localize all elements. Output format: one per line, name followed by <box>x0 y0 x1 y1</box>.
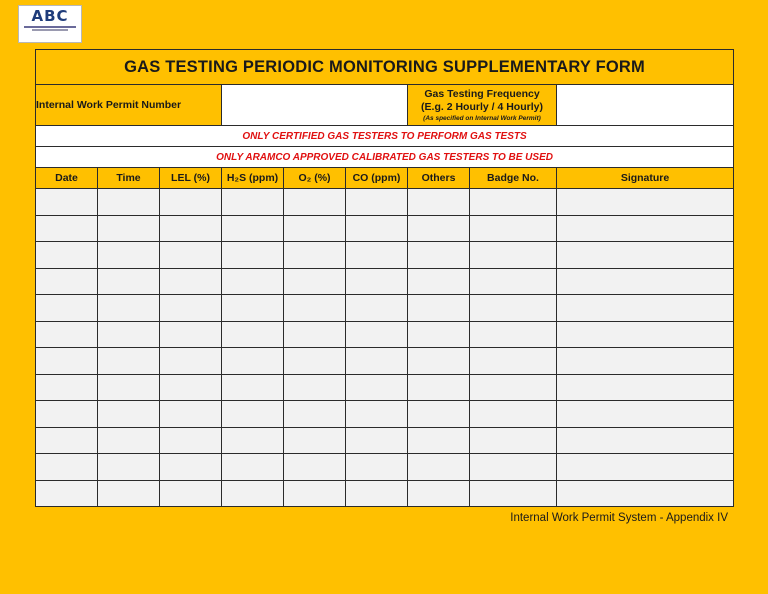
time-cell[interactable] <box>98 215 160 242</box>
date-cell[interactable] <box>36 401 98 428</box>
h2s-cell[interactable] <box>222 321 284 348</box>
column-header-h2s: H₂S (ppm) <box>222 168 284 189</box>
table-row <box>36 454 734 481</box>
o2-cell[interactable] <box>284 401 346 428</box>
table-row <box>36 189 734 216</box>
signature-cell[interactable] <box>557 480 734 507</box>
signature-cell[interactable] <box>557 454 734 481</box>
frequency-label-example: (E.g. 2 Hourly / 4 Hourly) <box>421 100 543 113</box>
others-cell[interactable] <box>408 321 470 348</box>
date-cell[interactable] <box>36 242 98 269</box>
co-cell[interactable] <box>346 374 408 401</box>
co-cell[interactable] <box>346 321 408 348</box>
date-cell[interactable] <box>36 480 98 507</box>
co-cell[interactable] <box>346 454 408 481</box>
o2-cell[interactable] <box>284 321 346 348</box>
h2s-cell[interactable] <box>222 268 284 295</box>
others-cell[interactable] <box>408 374 470 401</box>
frequency-label-title: Gas Testing Frequency <box>424 87 540 100</box>
table-row <box>36 480 734 507</box>
others-cell[interactable] <box>408 480 470 507</box>
footer-text: Internal Work Permit System - Appendix IV <box>510 512 728 524</box>
co-cell[interactable] <box>346 215 408 242</box>
date-cell[interactable] <box>36 189 98 216</box>
others-cell[interactable] <box>408 268 470 295</box>
table-row <box>36 268 734 295</box>
lel-cell[interactable] <box>160 374 222 401</box>
o2-cell[interactable] <box>284 374 346 401</box>
badge-no-cell[interactable] <box>470 321 557 348</box>
time-cell[interactable] <box>98 401 160 428</box>
lel-cell[interactable] <box>160 242 222 269</box>
frequency-label-note: (As specified on Internal Work Permit) <box>423 114 541 122</box>
date-cell[interactable] <box>36 268 98 295</box>
others-cell[interactable] <box>408 215 470 242</box>
date-cell[interactable] <box>36 348 98 375</box>
date-cell[interactable] <box>36 374 98 401</box>
others-cell[interactable] <box>408 348 470 375</box>
badge-no-cell[interactable] <box>470 189 557 216</box>
o2-cell[interactable] <box>284 454 346 481</box>
h2s-cell[interactable] <box>222 242 284 269</box>
others-cell[interactable] <box>408 295 470 322</box>
h2s-cell[interactable] <box>222 215 284 242</box>
gas-testing-form <box>35 49 734 507</box>
o2-cell[interactable] <box>284 215 346 242</box>
table-row <box>36 321 734 348</box>
time-cell[interactable] <box>98 295 160 322</box>
table-row <box>36 427 734 454</box>
time-cell[interactable] <box>98 348 160 375</box>
lel-cell[interactable] <box>160 401 222 428</box>
others-cell[interactable] <box>408 454 470 481</box>
co-cell[interactable] <box>346 295 408 322</box>
co-cell[interactable] <box>346 189 408 216</box>
badge-no-cell[interactable] <box>470 295 557 322</box>
h2s-cell[interactable] <box>222 401 284 428</box>
time-cell[interactable] <box>98 454 160 481</box>
signature-cell[interactable] <box>557 427 734 454</box>
badge-no-cell[interactable] <box>470 348 557 375</box>
lel-cell[interactable] <box>160 189 222 216</box>
co-cell[interactable] <box>346 427 408 454</box>
time-cell[interactable] <box>98 427 160 454</box>
signature-cell[interactable] <box>557 374 734 401</box>
logo-text: ABC <box>31 7 69 25</box>
o2-cell[interactable] <box>284 348 346 375</box>
column-header-o2: O₂ (%) <box>284 168 346 189</box>
date-cell[interactable] <box>36 321 98 348</box>
o2-cell[interactable] <box>284 268 346 295</box>
time-cell[interactable] <box>98 321 160 348</box>
date-cell[interactable] <box>36 295 98 322</box>
time-cell[interactable] <box>98 480 160 507</box>
co-cell[interactable] <box>346 242 408 269</box>
h2s-cell[interactable] <box>222 427 284 454</box>
signature-cell[interactable] <box>557 348 734 375</box>
lel-cell[interactable] <box>160 295 222 322</box>
signature-cell[interactable] <box>557 215 734 242</box>
h2s-cell[interactable] <box>222 480 284 507</box>
others-cell[interactable] <box>408 427 470 454</box>
o2-cell[interactable] <box>284 189 346 216</box>
lel-cell[interactable] <box>160 454 222 481</box>
o2-cell[interactable] <box>284 242 346 269</box>
lel-cell[interactable] <box>160 427 222 454</box>
o2-cell[interactable] <box>284 480 346 507</box>
co-cell[interactable] <box>346 268 408 295</box>
badge-no-cell[interactable] <box>470 215 557 242</box>
frequency-field[interactable] <box>557 85 734 126</box>
form-title: GAS TESTING PERIODIC MONITORING SUPPLEMENTARY FORM <box>36 50 734 85</box>
lel-cell[interactable] <box>160 321 222 348</box>
lel-cell[interactable] <box>160 480 222 507</box>
column-header-badge-no: Badge No. <box>470 168 557 189</box>
time-cell[interactable] <box>98 268 160 295</box>
column-header-signature: Signature <box>557 168 734 189</box>
approved-testers-notice: ONLY ARAMCO APPROVED CALIBRATED GAS TESTERS TO BE USED <box>36 147 734 168</box>
column-header-co: CO (ppm) <box>346 168 408 189</box>
h2s-cell[interactable] <box>222 348 284 375</box>
company-logo <box>18 5 82 43</box>
date-cell[interactable] <box>36 427 98 454</box>
table-row <box>36 348 734 375</box>
others-cell[interactable] <box>408 401 470 428</box>
signature-cell[interactable] <box>557 401 734 428</box>
signature-cell[interactable] <box>557 268 734 295</box>
column-header-time: Time <box>98 168 160 189</box>
badge-no-cell[interactable] <box>470 480 557 507</box>
logo-arabic-line <box>24 26 76 28</box>
signature-cell[interactable] <box>557 242 734 269</box>
h2s-cell[interactable] <box>222 374 284 401</box>
column-header-date: Date <box>36 168 98 189</box>
signature-cell[interactable] <box>557 295 734 322</box>
entry-rows <box>36 189 734 507</box>
column-header-others: Others <box>408 168 470 189</box>
lel-cell[interactable] <box>160 215 222 242</box>
signature-cell[interactable] <box>557 321 734 348</box>
o2-cell[interactable] <box>284 427 346 454</box>
co-cell[interactable] <box>346 348 408 375</box>
table-row <box>36 215 734 242</box>
table-row <box>36 374 734 401</box>
co-cell[interactable] <box>346 480 408 507</box>
time-cell[interactable] <box>98 374 160 401</box>
badge-no-cell[interactable] <box>470 401 557 428</box>
table-row <box>36 295 734 322</box>
badge-no-cell[interactable] <box>470 242 557 269</box>
logo-english-line <box>32 29 68 31</box>
time-cell[interactable] <box>98 189 160 216</box>
badge-no-cell[interactable] <box>470 427 557 454</box>
lel-cell[interactable] <box>160 348 222 375</box>
date-cell[interactable] <box>36 215 98 242</box>
badge-no-cell[interactable] <box>470 268 557 295</box>
signature-cell[interactable] <box>557 189 734 216</box>
permit-number-field[interactable] <box>222 85 408 126</box>
h2s-cell[interactable] <box>222 189 284 216</box>
others-cell[interactable] <box>408 189 470 216</box>
badge-no-cell[interactable] <box>470 454 557 481</box>
table-row <box>36 242 734 269</box>
table-row <box>36 401 734 428</box>
co-cell[interactable] <box>346 401 408 428</box>
o2-cell[interactable] <box>284 295 346 322</box>
permit-number-label: Internal Work Permit Number <box>36 85 222 126</box>
h2s-cell[interactable] <box>222 295 284 322</box>
time-cell[interactable] <box>98 242 160 269</box>
date-cell[interactable] <box>36 454 98 481</box>
others-cell[interactable] <box>408 242 470 269</box>
badge-no-cell[interactable] <box>470 374 557 401</box>
frequency-label <box>408 85 557 126</box>
column-header-row <box>36 168 734 189</box>
column-header-lel: LEL (%) <box>160 168 222 189</box>
h2s-cell[interactable] <box>222 454 284 481</box>
lel-cell[interactable] <box>160 268 222 295</box>
certified-testers-notice: ONLY CERTIFIED GAS TESTERS TO PERFORM GAS TESTS <box>36 126 734 147</box>
